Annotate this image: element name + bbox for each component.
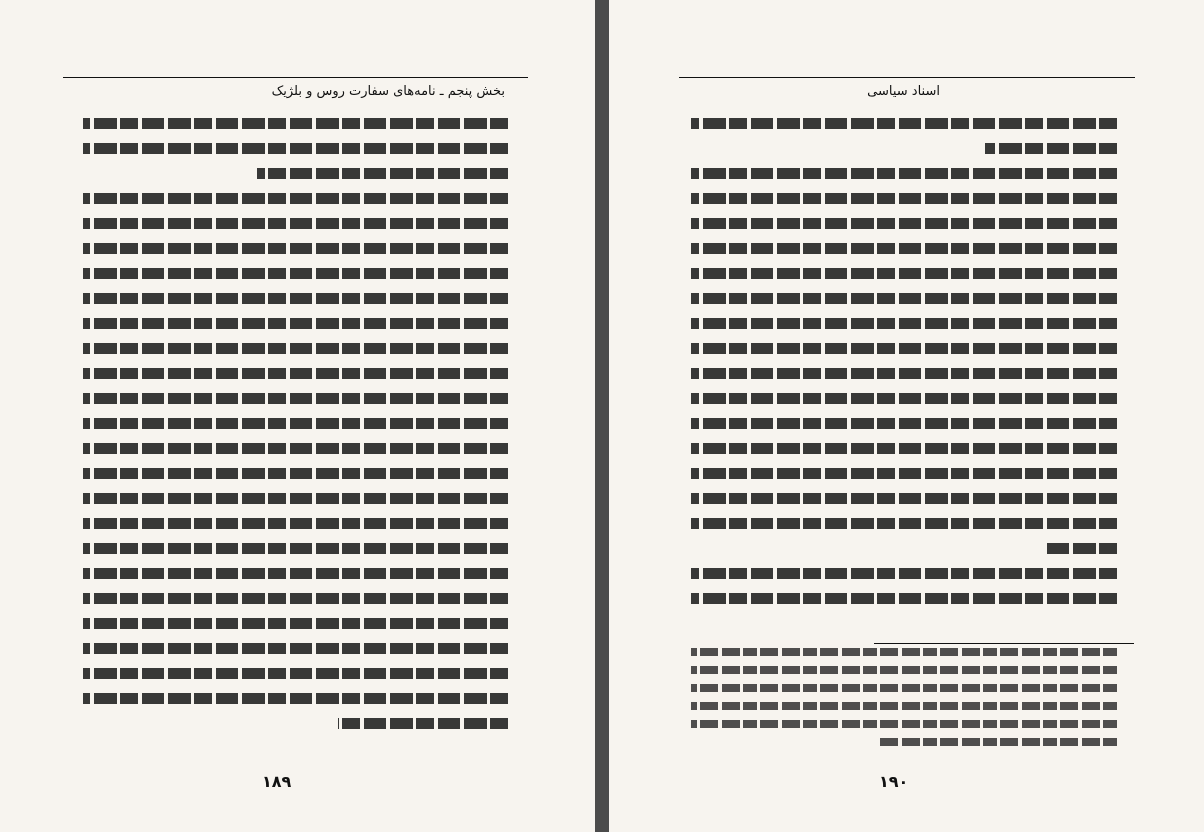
left-text-line <box>83 418 508 429</box>
footnote-line <box>691 666 1117 674</box>
left-text-line <box>83 468 508 479</box>
left-page-header: بخش پنجم ـ نامه‌های سفارت روس و بلژیک <box>271 84 505 99</box>
left-text-line <box>83 518 508 529</box>
right-text-line <box>1045 543 1117 554</box>
left-text-line <box>83 393 508 404</box>
right-text-line <box>691 393 1117 404</box>
right-text-line <box>691 118 1117 129</box>
left-text-line <box>83 618 508 629</box>
right-text-line <box>691 293 1117 304</box>
right-header-rule <box>679 77 1135 78</box>
left-text-line <box>83 218 508 229</box>
right-page-text-block <box>691 118 1117 618</box>
right-page-header: اسناد سیاسی <box>867 84 940 99</box>
left-text-line <box>83 318 508 329</box>
right-text-line <box>691 193 1117 204</box>
left-header-rule <box>63 77 528 78</box>
left-text-line <box>83 543 508 554</box>
right-text-line <box>691 268 1117 279</box>
right-text-line <box>691 443 1117 454</box>
left-text-line <box>338 718 508 729</box>
footnote-text-block <box>691 648 1117 756</box>
right-text-line <box>691 468 1117 479</box>
left-text-line <box>83 118 508 129</box>
right-text-line <box>985 143 1117 154</box>
left-text-line <box>83 593 508 604</box>
left-page-number: ۱۸۹ <box>262 772 292 791</box>
left-text-line <box>83 143 508 154</box>
footnote-line <box>691 702 1117 710</box>
footnote-line <box>691 648 1117 656</box>
left-text-line <box>83 443 508 454</box>
footnote-line <box>691 720 1117 728</box>
left-text-line <box>83 643 508 654</box>
right-text-line <box>691 418 1117 429</box>
left-text-line <box>257 168 508 179</box>
left-text-line <box>83 568 508 579</box>
right-page-number: ۱۹۰ <box>879 772 909 791</box>
left-page <box>0 0 595 832</box>
left-page-text-block <box>83 118 508 743</box>
left-text-line <box>83 193 508 204</box>
footnote-line <box>691 684 1117 692</box>
right-page <box>609 0 1204 832</box>
right-text-line <box>691 368 1117 379</box>
right-text-line <box>691 518 1117 529</box>
right-text-line <box>691 493 1117 504</box>
left-text-line <box>83 668 508 679</box>
right-text-line <box>691 168 1117 179</box>
right-text-line <box>691 243 1117 254</box>
right-text-line <box>691 593 1117 604</box>
right-text-line <box>691 318 1117 329</box>
right-text-line <box>691 343 1117 354</box>
left-text-line <box>83 243 508 254</box>
footnote-divider <box>874 643 1134 644</box>
left-text-line <box>83 343 508 354</box>
left-text-line <box>83 293 508 304</box>
right-text-line <box>691 218 1117 229</box>
left-text-line <box>83 493 508 504</box>
footnote-line <box>878 738 1117 746</box>
left-text-line <box>83 693 508 704</box>
right-text-line <box>691 568 1117 579</box>
left-text-line <box>83 268 508 279</box>
left-text-line <box>83 368 508 379</box>
